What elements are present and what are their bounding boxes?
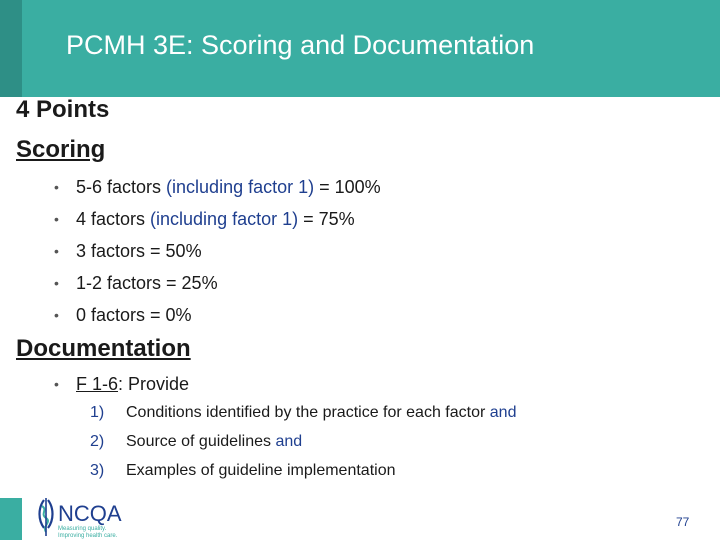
scoring-item <box>54 173 381 205</box>
logo-tagline-1: Measuring quality. <box>58 526 107 532</box>
documentation-sublist <box>90 399 516 486</box>
documentation-item-text: : Provide <box>118 374 190 394</box>
scoring-item-text: 1-2 factors = 25% <box>76 273 218 293</box>
bullet-icon: • <box>54 307 59 323</box>
footer-accent-bar <box>0 498 22 540</box>
caduceus-icon <box>40 498 53 536</box>
scoring-heading: Scoring <box>16 136 106 163</box>
scoring-item-text: 5-6 factors <box>76 177 167 197</box>
bullet-icon: • <box>54 376 59 392</box>
documentation-subitem <box>90 428 516 457</box>
subitem-number: 3) <box>90 462 105 479</box>
logo-tagline-2: Improving health care. <box>58 533 118 539</box>
title-bar <box>0 0 720 97</box>
scoring-item-qualifier: (including factor 1) <box>150 209 299 229</box>
scoring-item-text: 4 factors <box>76 209 151 229</box>
scoring-item-text: 3 factors = 50% <box>76 241 202 261</box>
scoring-item-result: = 100% <box>314 177 381 197</box>
subitem-text: Conditions identified by the practice for each factor <box>126 404 490 421</box>
documentation-item <box>54 370 189 398</box>
subitem-number: 1) <box>90 404 105 421</box>
subitem-text: Source of guidelines <box>126 433 276 450</box>
bullet-icon: • <box>54 243 59 259</box>
subitem-connector: and <box>489 404 517 421</box>
bullet-icon: • <box>54 179 59 195</box>
scoring-item <box>54 205 381 237</box>
scoring-item <box>54 237 381 269</box>
subitem-text: Examples of guideline implementation <box>126 462 396 479</box>
scoring-list <box>54 173 381 333</box>
documentation-subitem <box>90 399 516 428</box>
scoring-item-qualifier: (including factor 1) <box>166 177 315 197</box>
logo-wordmark: NCQA <box>58 501 122 526</box>
scoring-item-result: = 75% <box>298 209 355 229</box>
subitem-number: 2) <box>90 433 105 450</box>
factor-reference: F 1-6 <box>76 374 119 394</box>
title-bar-stripe <box>0 0 22 97</box>
documentation-heading: Documentation <box>16 335 191 362</box>
bullet-icon: • <box>54 275 59 291</box>
scoring-item <box>54 269 381 301</box>
scoring-item <box>54 301 381 333</box>
subitem-connector: and <box>275 433 303 450</box>
page-number: 77 <box>676 515 690 529</box>
slide-title: PCMH 3E: Scoring and Documentation <box>66 30 535 60</box>
points-heading: 4 Points <box>16 96 110 123</box>
scoring-item-text: 0 factors = 0% <box>76 305 192 325</box>
ncqa-logo <box>34 494 134 540</box>
documentation-subitem <box>90 457 516 486</box>
bullet-icon: • <box>54 211 59 227</box>
